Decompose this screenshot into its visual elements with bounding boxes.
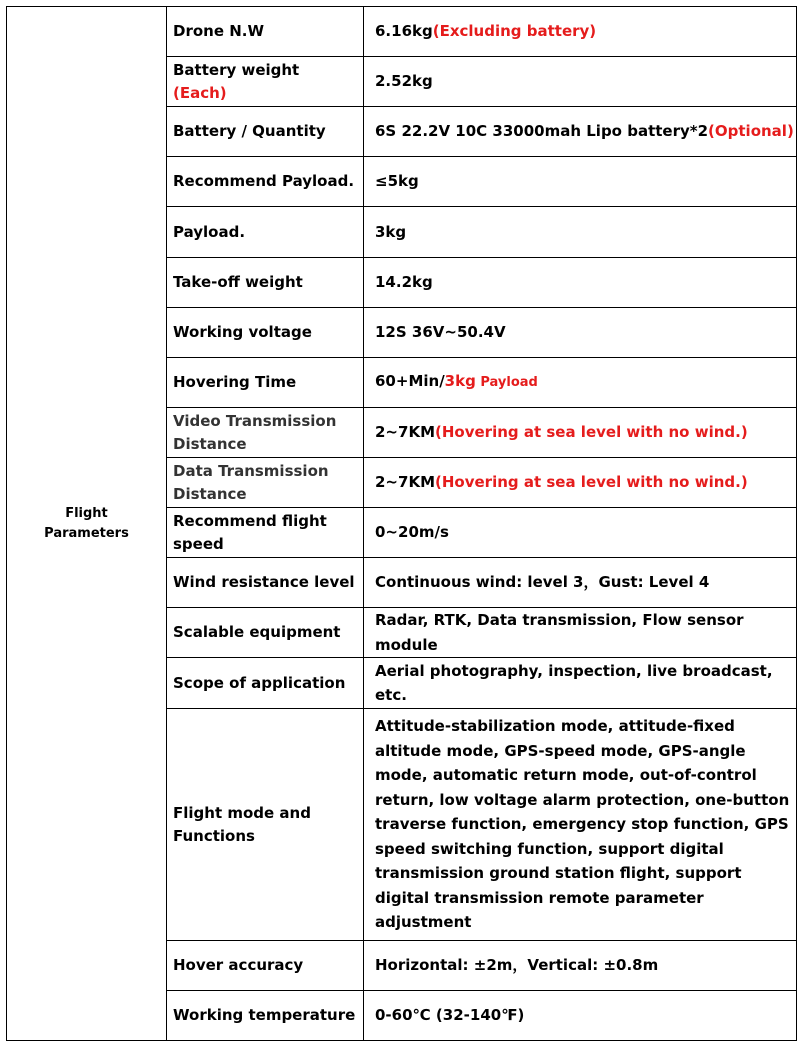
spec-label: Hovering Time xyxy=(167,358,364,408)
spec-table xyxy=(6,6,797,1041)
group-label xyxy=(7,7,167,1041)
spec-label: Hover accuracy xyxy=(167,941,364,991)
group-label-line2: Parameters xyxy=(44,525,129,541)
label-note: (Each) xyxy=(173,83,227,102)
spec-label: Video Transmission Distance xyxy=(167,408,364,458)
spec-value: Aerial photography, inspection, live broadcast, etc. xyxy=(364,658,797,709)
spec-label: Wind resistance level xyxy=(167,558,364,608)
spec-label: Scope of application xyxy=(167,658,364,709)
spec-value: 2.52kg xyxy=(364,57,797,107)
spec-value: Continuous wind: level 3，Gust: Level 4 xyxy=(364,558,797,608)
table-row xyxy=(7,7,797,57)
spec-label: Working voltage xyxy=(167,308,364,358)
value-note: (Hovering at sea level with no wind.) xyxy=(435,423,748,442)
spec-label: Drone N.W xyxy=(167,7,364,57)
spec-label: Battery weight (Each) xyxy=(167,57,364,107)
spec-label: Payload. xyxy=(167,207,364,258)
spec-value: ≤5kg xyxy=(364,157,797,207)
value-note: (Excluding battery) xyxy=(432,22,597,41)
spec-label: Take-off weight xyxy=(167,258,364,308)
value-note-small: Payload xyxy=(475,375,538,391)
spec-value: Radar, RTK, Data transmission, Flow sensor module xyxy=(364,608,797,658)
spec-label: Scalable equipment xyxy=(167,608,364,658)
spec-value: Horizontal: ±2m，Vertical: ±0.8m xyxy=(364,941,797,991)
spec-label: Recommend Payload. xyxy=(167,157,364,207)
spec-value: 3kg xyxy=(364,207,797,258)
spec-value: 14.2kg xyxy=(364,258,797,308)
spec-label: Data Transmission Distance xyxy=(167,458,364,508)
spec-label: Battery / Quantity xyxy=(167,107,364,157)
spec-label: Recommend flight speed xyxy=(167,508,364,558)
spec-value: 0~20m/s xyxy=(364,508,797,558)
spec-value: 2~7KM(Hovering at sea level with no wind.) xyxy=(364,458,797,508)
group-label-line1: Flight xyxy=(65,505,108,521)
spec-value: 6S 22.2V 10C 33000mah Lipo battery*2(Optional) xyxy=(364,107,797,157)
spec-value: Attitude-stabilization mode, attitude-fixed altitude mode, GPS-speed mode, GPS-angle mode, automatic return mode, out-of-control return, low voltage alarm protection, one-button traverse function, emergency stop function, GPS speed switching function, support digital transmission ground station flight, support digital transmission remote parameter adjustment xyxy=(364,709,797,941)
spec-value: 60+Min/3kg Payload xyxy=(364,358,797,408)
value-note: 3kg xyxy=(444,372,476,391)
value-note: (Hovering at sea level with no wind.) xyxy=(435,473,748,492)
value-note: (Optional) xyxy=(708,122,794,141)
spec-value: 6.16kg(Excluding battery) xyxy=(364,7,797,57)
spec-label: Flight mode and Functions xyxy=(167,709,364,941)
spec-value: 12S 36V~50.4V xyxy=(364,308,797,358)
spec-value: 0-60℃ (32-140℉) xyxy=(364,991,797,1041)
spec-label: Working temperature xyxy=(167,991,364,1041)
spec-value: 2~7KM(Hovering at sea level with no wind.) xyxy=(364,408,797,458)
